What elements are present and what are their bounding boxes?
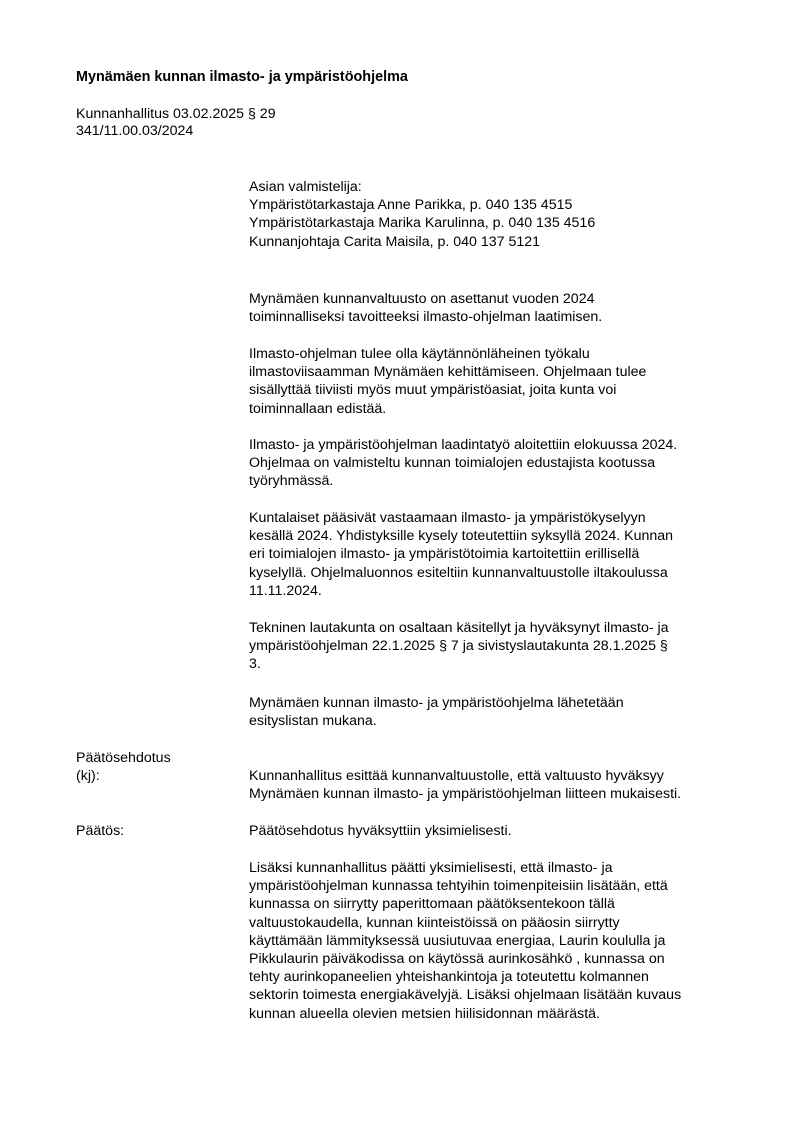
paragraph-line: Ohjelmaa on valmisteltu kunnan toimialojen edustajista kootussa — [249, 455, 656, 472]
preparers-heading: Asian valmistelija: — [249, 179, 362, 195]
paragraph-line: ympäristöohjelman 22.1.2025 § 7 ja sivistyslautakunta 28.1.2025 § — [249, 638, 668, 655]
paragraph-5 — [249, 619, 749, 674]
preparer-line: Ympäristötarkastaja Marika Karulinna, p. 040 135 4516 — [249, 215, 596, 232]
paragraph-line: eri toimialojen ilmasto- ja ympäristötoimia kartoitettiin erillisellä — [249, 546, 640, 563]
preparer-line: Ympäristötarkastaja Anne Parikka, p. 040 135 4515 — [249, 197, 573, 214]
paragraph-line: esityslistan mukana. — [249, 713, 377, 730]
paragraph-line: ilmastoviisaamman Mynämäen kehittämiseen. Ohjelmaan tulee — [249, 364, 647, 381]
decision-text — [249, 822, 749, 840]
addendum-line: sektorin toimesta energiakävelyjä. Lisäksi ohjelmaan lisätään kuvaus — [249, 987, 682, 1004]
proposal-label-line: Päätösehdotus — [76, 750, 171, 766]
paragraph-line: sisällyttää tiiviisti myös muut ympäristöasiat, joita kunta voi — [249, 382, 617, 399]
decision-label: Päätös: — [76, 823, 125, 839]
addendum-line: kunnassa on siirrytty paperittomaan päätöksentekoon tällä — [249, 896, 615, 913]
record-number: 341/11.00.03/2024 — [76, 123, 194, 139]
paragraph-line: toiminnallaan edistää. — [249, 400, 387, 417]
paragraph-3 — [249, 436, 749, 491]
paragraph-line: kesällä 2024. Yhdistyksille kysely toteutettiin syksyllä 2024. Kunnan — [249, 528, 674, 545]
proposal-line: Mynämäen kunnan ilmasto- ja ympäristöohjelman liitteen mukaisesti. — [249, 786, 682, 803]
paragraph-line: Mynämäen kunnanvaltuusto on asettanut vuoden 2024 — [249, 291, 595, 307]
paragraph-line: toiminnalliseksi tavoitteeksi ilmasto-ohjelman laatimisen. — [249, 309, 603, 326]
addendum-line: kunnan alueella olevien metsien hiilisidonnan määrästä. — [249, 1005, 600, 1022]
preparers-block — [249, 178, 749, 251]
addendum-line: valtuustokaudella, kunnan kiinteistöissä on pääosin siirrytty — [249, 914, 620, 931]
proposal-label — [76, 749, 171, 785]
addendum-line: tehty aurinkopaneelien yhteishankintoja ja toteutettu kolmannen — [249, 969, 649, 986]
document-title: Mynämäen kunnan ilmasto- ja ympäristöohjelma — [76, 69, 408, 85]
meeting-reference: Kunnanhallitus 03.02.2025 § 29 — [76, 106, 276, 122]
paragraph-line: Tekninen lautakunta on osaltaan käsitellyt ja hyväksynyt ilmasto- ja — [249, 620, 669, 636]
paragraph-line: Kuntalaiset pääsivät vastaamaan ilmasto- ja ympäristökyselyyn — [249, 510, 646, 526]
proposal-text — [249, 767, 749, 803]
meeting-meta — [76, 106, 276, 140]
paragraph-line: Ilmasto-ohjelman tulee olla käytännönläheinen työkalu — [249, 346, 590, 362]
paragraph-4 — [249, 509, 749, 600]
paragraph-line: 3. — [249, 656, 261, 673]
paragraph-1 — [249, 290, 749, 326]
proposal-line: Kunnanhallitus esittää kunnanvaltuustolle, että valtuusto hyväksyy — [249, 768, 664, 784]
decision-line: Päätösehdotus hyväksyttiin yksimielisesti. — [249, 823, 512, 839]
paragraph-line: kyselyllä. Ohjelmaluonnos esiteltiin kunnanvaltuustolle iltakoulussa — [249, 564, 668, 581]
addendum-line: Pikkulaurin päiväkodissa on käytössä aurinkosähkö , kunnassa on — [249, 951, 665, 968]
proposal-label-line: (kj): — [76, 768, 100, 785]
addendum-line: Lisäksi kunnanhallitus päätti yksimielisesti, että ilmasto- ja — [249, 860, 613, 876]
addendum-line: käyttämään lämmityksessä uusiutuvaa energiaa, Laurin koululla ja — [249, 932, 666, 949]
paragraph-line: 11.11.2024. — [249, 582, 322, 599]
preparer-line: Kunnanjohtaja Carita Maisila, p. 040 137 5121 — [249, 233, 541, 250]
paragraph-line: Mynämäen kunnan ilmasto- ja ympäristöohjelma lähetetään — [249, 695, 624, 711]
paragraph-line: työryhmässä. — [249, 473, 334, 490]
addendum-line: ympäristöohjelman kunnassa tehtyihin toimenpiteisiin lisätään, että — [249, 878, 668, 895]
decision-addendum — [249, 859, 749, 1023]
paragraph-line: Ilmasto- ja ympäristöohjelman laadintatyö aloitettiin elokuussa 2024. — [249, 437, 678, 453]
paragraph-6 — [249, 694, 749, 730]
paragraph-2 — [249, 345, 749, 418]
